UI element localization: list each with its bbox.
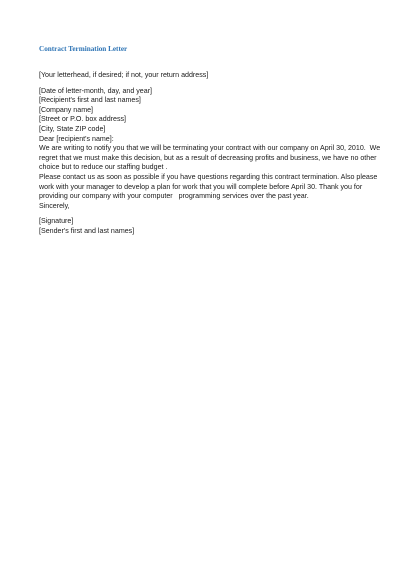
paragraph-line: work with your manager to develop a plan for work that you will complete before April 30. Thank you for [39,182,363,191]
document-title: Contract Termination Letter [39,45,128,53]
recipient-name-line: [Recipient's first and last names] [39,96,141,105]
paragraph-line: providing our company with your computer programming services over the past year. [39,192,309,201]
return-address: [Your letterhead, if desired; if not, your return address] [39,71,209,79]
paragraph-line: Please contact us as soon as possible if you have questions regarding this contract termination. Also please [39,172,378,181]
signature-line: [Signature] [39,217,74,226]
company-name-line: [Company name] [39,105,94,114]
signature-block [39,217,369,236]
salutation: Dear [recipient's name]: [39,134,114,143]
paragraph-line: regret that we must make this decision, but as a result of decreasing profits and business, we have no other [39,153,377,162]
recipient-block [39,87,369,145]
date-line: [Date of letter-month, day, and year] [39,86,153,95]
paragraph-contact [39,172,378,202]
paragraph-line: We are writing to notify you that we will be terminating your contract with our company on April 30, 2010. We [39,144,381,153]
paragraph-notice [39,144,381,173]
paragraph-line: choice but to reduce our staffing budget . [39,163,168,172]
street-address-line: [Street or P.O. box address] [39,115,127,124]
sender-name-line: [Sender's first and last names] [39,226,135,235]
letter-body [39,71,381,237]
closing: Sincerely, [39,201,70,210]
city-state-zip-line: [City, State ZIP code] [39,124,106,133]
